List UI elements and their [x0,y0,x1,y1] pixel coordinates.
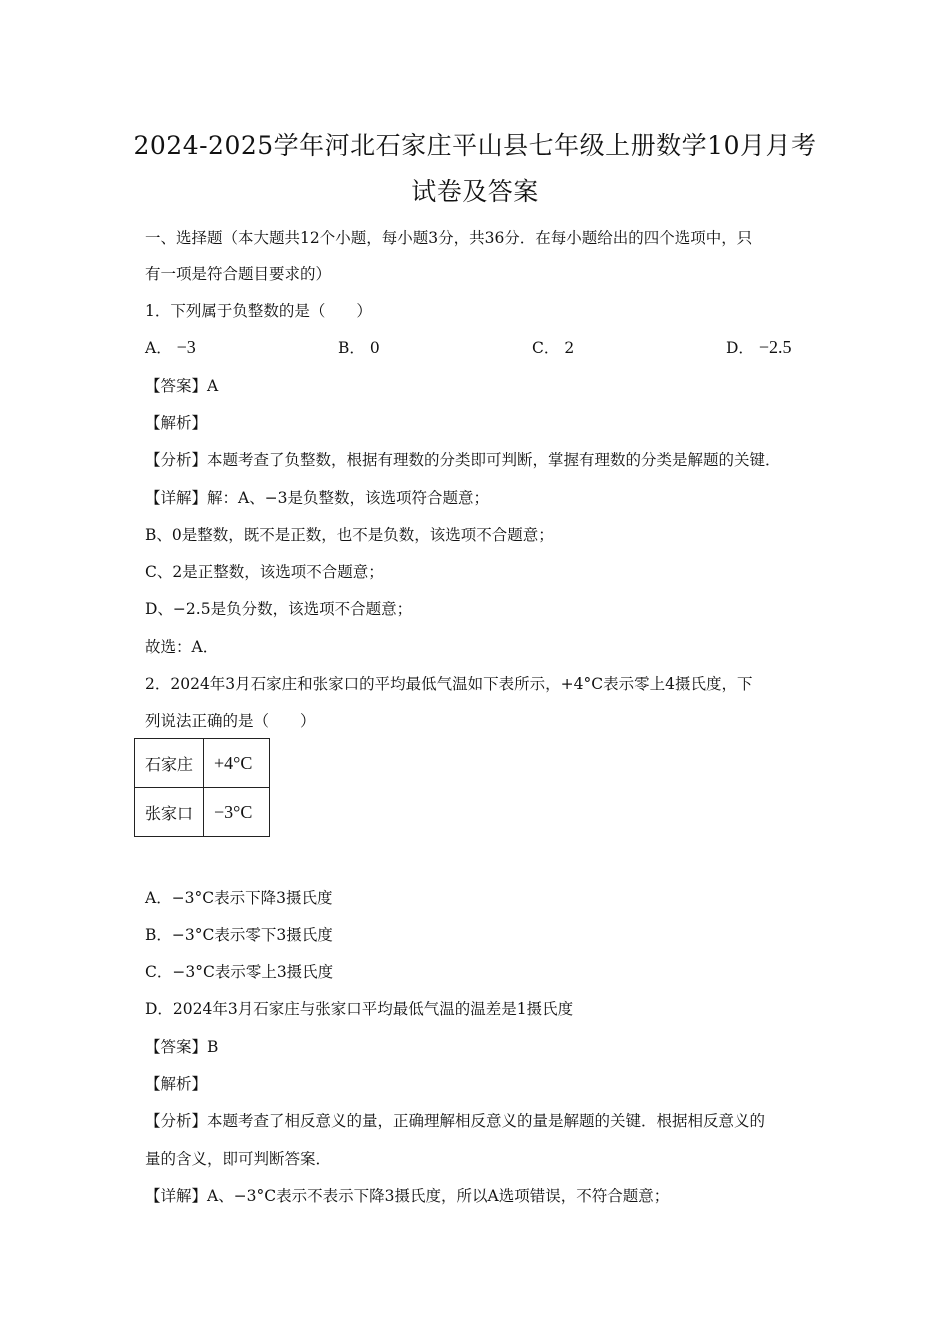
table-cell-temperature: +4°C [204,739,270,788]
q1-detail-line-4: D、−2.5是负分数，该选项不合题意； [145,600,413,618]
q1-option-a [145,336,196,358]
q1-analysis: 【分析】本题考查了负整数，根据有理数的分类即可判断，掌握有理数的分类是解题的关键． [145,451,781,469]
q1-option-d-label: D． [726,339,754,357]
document-title-line-2: 试卷及答案 [411,177,539,206]
q1-analysis-heading: 【解析】 [145,414,208,432]
q2-option-d: D．2024年3月石家庄与张家口平均最低气温的温差是1摄氏度 [145,1000,574,1018]
q2-stem-line-2: 列说法正确的是（ ） [145,712,316,730]
table-cell-city: 石家庄 [135,739,204,788]
q2-answer: 【答案】B [145,1038,219,1056]
q2-option-b: B．−3°C表示零下3摄氏度 [145,926,333,944]
q2-stem-line-1: 2．2024年3月石家庄和张家口的平均最低气温如下表所示，+4°C表示零上4摄氏度，下 [145,675,753,693]
q1-detail-line-5: 故选：A． [145,638,219,656]
q1-option-c-label: C． [532,339,560,357]
table-row [135,788,270,837]
section-heading-line-1: 一、选择题（本大题共12个小题，每小题3分，共36分．在每小题给出的四个选项中，只 [145,229,753,247]
q2-analysis-heading: 【解析】 [145,1075,208,1093]
q2-option-a: A．−3°C表示下降3摄氏度 [145,889,333,907]
section-heading-line-2: 有一项是符合题目要求的） [145,265,332,283]
table-cell-temperature: −3°C [204,788,270,837]
q2-analysis-line-2: 量的含义，即可判断答案． [145,1150,332,1168]
q1-option-c-value: 2 [564,339,575,357]
q1-option-c [532,336,574,358]
table-cell-city: 张家口 [135,788,204,837]
q1-detail-line-3: C、2是正整数，该选项不合题意； [145,563,384,581]
q2-detail-line-1: 【详解】A、−3°C表示不表示下降3摄氏度，所以A选项错误，不符合题意； [145,1187,670,1205]
q1-option-d [726,336,792,358]
document-title-line-1: 2024-2025学年河北石家庄平山县七年级上册数学10月月考 [133,131,817,160]
q1-option-a-value: −3 [176,337,196,357]
q1-option-b-label: B． [338,339,365,357]
temperature-table [134,738,270,837]
q1-option-a-label: A． [145,339,172,357]
q2-option-c: C．−3°C表示零上3摄氏度 [145,963,334,981]
q2-analysis-line-1: 【分析】本题考查了相反意义的量，正确理解相反意义的量是解题的关键．根据相反意义的 [145,1112,766,1130]
q1-stem: 1．下列属于负整数的是（ ） [145,302,372,320]
q1-detail-line-1: 【详解】解：A、−3是负整数，该选项符合题意； [145,489,490,507]
q1-option-d-value: −2.5 [758,337,792,357]
q1-option-b-value: 0 [369,339,380,357]
table-row [135,739,270,788]
q1-detail-line-2: B、0是整数，既不是正数，也不是负数，该选项不合题意； [145,526,554,544]
q1-option-b [338,336,380,358]
q1-answer: 【答案】A [145,377,219,395]
